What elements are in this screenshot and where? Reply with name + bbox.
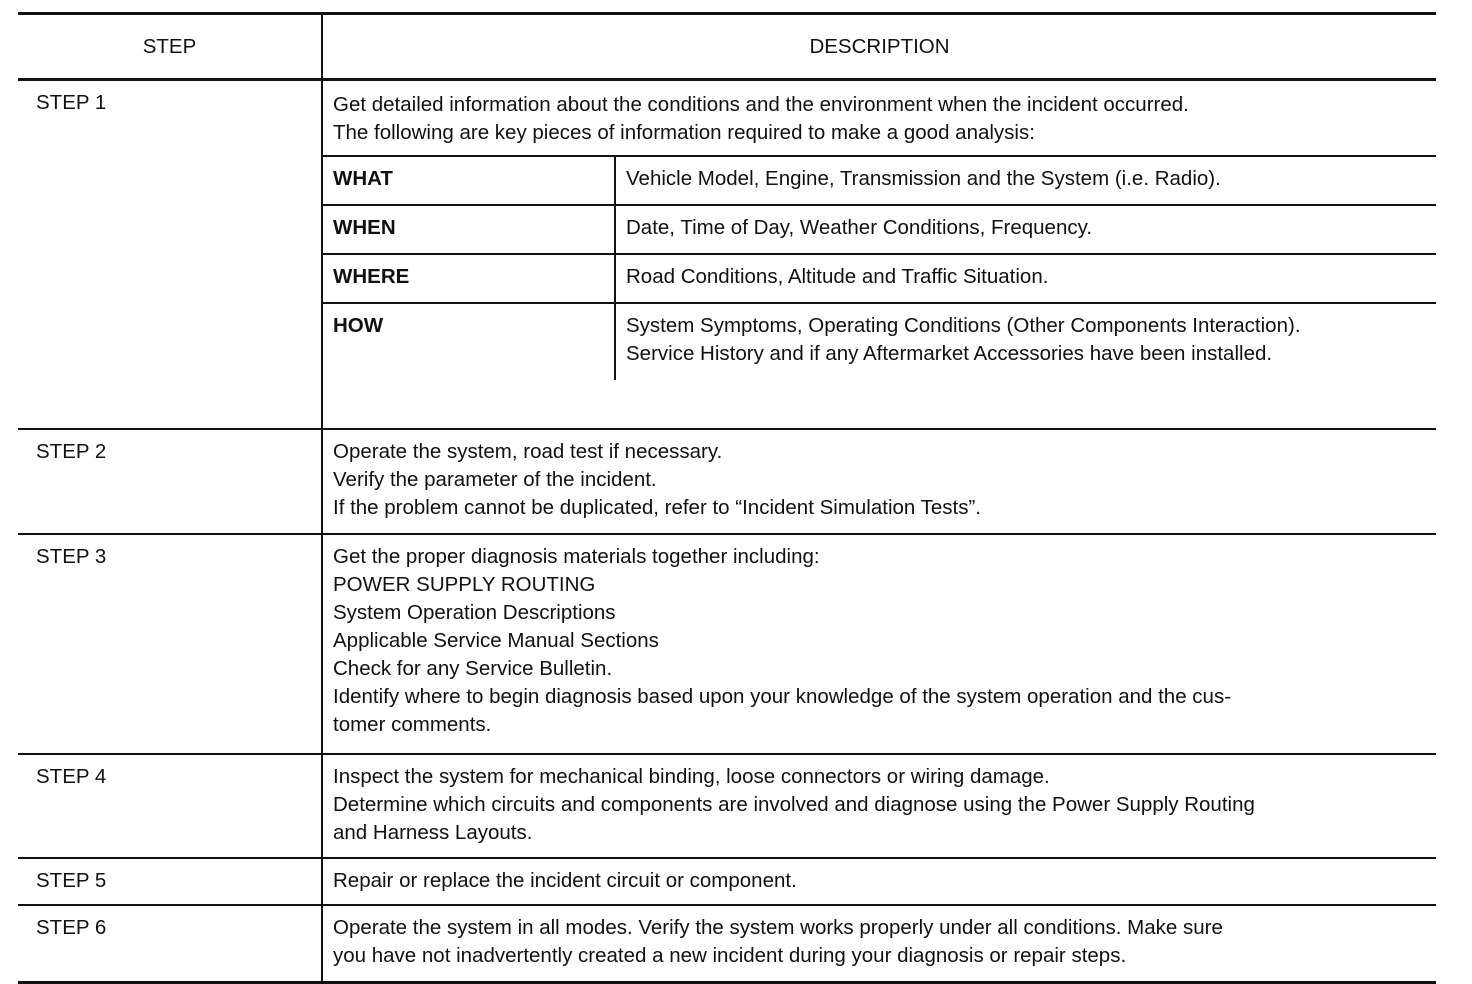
description-line: Operate the system, road test if necessary. — [333, 439, 723, 463]
step-description — [322, 858, 1436, 905]
description-line: you have not inadvertently created a new incident during your diagnosis or repair steps. — [333, 943, 1127, 967]
description-line: System Symptoms, Operating Conditions (Other Components Interaction). — [626, 314, 1301, 337]
description-line: Applicable Service Manual Sections — [333, 628, 659, 652]
description-line: Operate the system in all modes. Verify the system works properly under all conditions. Make sure — [333, 915, 1223, 939]
description-line: Inspect the system for mechanical binding, loose connectors or wiring damage. — [333, 764, 1050, 788]
description-line: Determine which circuits and components are involved and diagnose using the Power Supply Routing — [333, 792, 1255, 816]
key-info-label: HOW — [323, 303, 615, 380]
table-row-step-5 — [18, 858, 1436, 905]
key-info-row-where — [323, 254, 1436, 303]
key-info-value — [615, 156, 1436, 205]
step-description — [322, 905, 1436, 983]
step-description — [322, 754, 1436, 858]
key-info-value — [615, 303, 1436, 380]
description-line: The following are key pieces of information required to make a good analysis: — [333, 121, 1035, 144]
description-line: Get detailed information about the conditions and the environment when the incident occurred. — [333, 93, 1189, 116]
description-line: Date, Time of Day, Weather Conditions, Frequency. — [626, 216, 1093, 239]
description-line: If the problem cannot be duplicated, refer to “Incident Simulation Tests”. — [333, 495, 982, 519]
key-info-label: WHEN — [323, 205, 615, 254]
step-description — [322, 429, 1436, 534]
table-row-step-2 — [18, 429, 1436, 534]
key-info-row-what — [323, 156, 1436, 205]
key-info-label: WHAT — [323, 156, 615, 205]
description-line: and Harness Layouts. — [333, 820, 533, 844]
step-description — [322, 534, 1436, 754]
step-label: STEP 4 — [18, 754, 322, 858]
step-1-intro — [323, 81, 1436, 155]
description-line: POWER SUPPLY ROUTING — [333, 572, 596, 596]
step-label: STEP 3 — [18, 534, 322, 754]
key-info-value — [615, 205, 1436, 254]
step-label: STEP 2 — [18, 429, 322, 534]
description-line: System Operation Descriptions — [333, 600, 616, 624]
table-row-step-6 — [18, 905, 1436, 983]
table-header — [18, 14, 1436, 80]
step-label: STEP 1 — [18, 80, 322, 429]
description-line: Verify the parameter of the incident. — [333, 467, 657, 491]
table-row-step-4 — [18, 754, 1436, 858]
description-line: tomer comments. — [333, 712, 492, 736]
key-info-value — [615, 254, 1436, 303]
description-line: Identify where to begin diagnosis based upon your knowledge of the system operation and the cus- — [333, 684, 1232, 708]
description-line: Get the proper diagnosis materials together including: — [333, 544, 820, 568]
step-label: STEP 5 — [18, 858, 322, 905]
description-line: Check for any Service Bulletin. — [333, 656, 613, 680]
table-row-step-1 — [18, 80, 1436, 429]
key-information-table — [323, 155, 1436, 380]
description-line: Vehicle Model, Engine, Transmission and the System (i.e. Radio). — [626, 167, 1221, 190]
description-line: Road Conditions, Altitude and Traffic Situation. — [626, 265, 1049, 288]
diagnosis-steps-table — [18, 12, 1436, 984]
step-column-header: STEP — [18, 14, 322, 80]
key-info-row-how — [323, 303, 1436, 380]
key-info-label: WHERE — [323, 254, 615, 303]
description-line: Repair or replace the incident circuit or component. — [333, 868, 797, 892]
step-label: STEP 6 — [18, 905, 322, 983]
step-description — [322, 80, 1436, 429]
table-row-step-3 — [18, 534, 1436, 754]
description-line: Service History and if any Aftermarket Accessories have been installed. — [626, 342, 1273, 365]
description-column-header: DESCRIPTION — [322, 14, 1436, 80]
key-info-row-when — [323, 205, 1436, 254]
